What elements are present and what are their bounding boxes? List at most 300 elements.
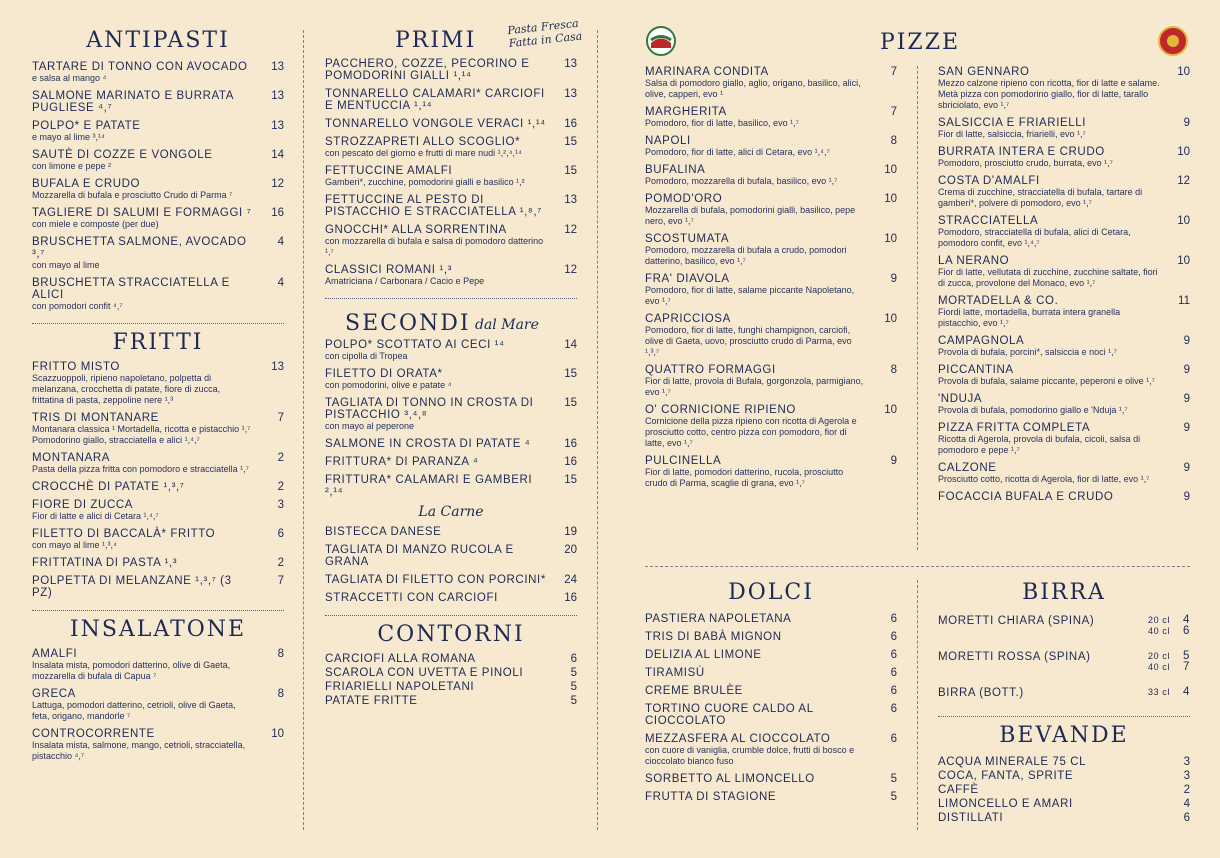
menu-item bbox=[32, 452, 284, 475]
menu-item bbox=[938, 255, 1190, 289]
menu-item bbox=[938, 175, 1190, 209]
menu-item bbox=[32, 557, 284, 569]
menu-item-name: TONNARELLO CALAMARI* CARCIOFI E MENTUCCIA ¹,¹⁴ bbox=[325, 88, 545, 112]
menu-item-price: 9 bbox=[890, 273, 897, 285]
menu-item-price: 5 bbox=[890, 773, 897, 785]
menu-item-description: Salsa di pomodoro giallo, aglio, origano, basilico, alici, olive, capperi, evo ¹ bbox=[645, 78, 861, 99]
menu-item-name: FILETTO DI ORATA* bbox=[325, 368, 443, 380]
menu-item-price: 9 bbox=[1183, 364, 1190, 376]
beer-prices: 5 7 bbox=[1183, 650, 1190, 673]
menu-item bbox=[325, 224, 577, 258]
carne-list bbox=[325, 526, 577, 604]
menu-item-price: 8 bbox=[890, 364, 897, 376]
column-divider bbox=[597, 30, 598, 830]
menu-item-price: 16 bbox=[564, 438, 577, 450]
menu-item bbox=[32, 575, 284, 599]
menu-item-price: 10 bbox=[271, 728, 284, 740]
menu-item bbox=[645, 685, 897, 697]
menu-item-name: SALMONE MARINATO E BURRATA PUGLIESE ⁴,⁷ bbox=[32, 90, 234, 114]
menu-item bbox=[938, 812, 1190, 824]
beer-item bbox=[938, 687, 1190, 701]
menu-item-name: CAPRICCIOSA bbox=[645, 313, 731, 325]
menu-item-name: O' CORNICIONE RIPIENO bbox=[645, 404, 796, 416]
menu-item bbox=[325, 339, 577, 362]
menu-item-price: 7 bbox=[890, 66, 897, 78]
column-primi-secondi bbox=[325, 16, 583, 709]
menu-item-name: TRIS DI MONTANARE bbox=[32, 412, 159, 424]
menu-item-description: Ricotta di Agerola, provola di bufala, cicoli, salsa di pomodoro e pepe ¹,⁷ bbox=[938, 434, 1141, 455]
menu-item-description: Crema di zucchine, stracciatella di bufala, tartare di gamberi*, polvere di pomodoro, evo ¹,⁷ bbox=[938, 187, 1143, 208]
menu-item-name: POLPO* E PATATE bbox=[32, 120, 141, 132]
menu-item bbox=[325, 526, 577, 538]
menu-item-description: Pomodoro, stracciatella di bufala, alici di Cetara, pomodoro confit, evo ¹,⁴,⁷ bbox=[938, 227, 1131, 248]
menu-item-name: FRITTURA* CALAMARI E GAMBERI ²,¹⁴ bbox=[325, 474, 533, 498]
menu-item bbox=[325, 653, 577, 665]
menu-item-name: TRIS DI BABÀ MIGNON bbox=[645, 631, 782, 643]
menu-item-price: 2 bbox=[277, 557, 284, 569]
menu-item bbox=[645, 791, 897, 803]
beer-name: MORETTI ROSSA (SPINA) bbox=[938, 651, 1091, 663]
primi-list bbox=[325, 58, 577, 287]
menu-item bbox=[938, 784, 1190, 796]
secondi-list bbox=[325, 339, 577, 498]
menu-item-description: Provola di bufala, porcini*, salsiccia e noci ¹,⁷ bbox=[938, 347, 1117, 357]
menu-item-name: COSTA D'AMALFI bbox=[938, 175, 1040, 187]
menu-item bbox=[645, 233, 897, 267]
menu-item-price: 16 bbox=[564, 118, 577, 130]
dolci-list bbox=[645, 613, 897, 803]
menu-item-name: CROCCHÈ DI PATATE ¹,³,⁷ bbox=[32, 481, 185, 493]
primi-header bbox=[325, 16, 583, 58]
menu-item bbox=[32, 688, 284, 722]
menu-item-price: 3 bbox=[277, 499, 284, 511]
menu-item-name: FETTUCCINE AMALFI bbox=[325, 165, 453, 177]
menu-item-price: 6 bbox=[890, 703, 897, 715]
menu-item bbox=[938, 491, 1190, 503]
beer-sizes: 33 cl bbox=[1147, 687, 1170, 697]
menu-item-price: 5 bbox=[570, 681, 577, 693]
menu-item-name: GNOCCHI* ALLA SORRENTINA bbox=[325, 224, 507, 236]
column-antipasti-fritti bbox=[32, 28, 284, 768]
menu-item-description: Gamberi*, zucchine, pomodorini gialli e basilico ¹,² bbox=[325, 177, 525, 187]
menu-item bbox=[325, 368, 577, 391]
menu-item-description: Mozzarella di bufala e prosciutto Crudo di Parma ⁷ bbox=[32, 190, 233, 200]
menu-item-description: Provola di bufala, salame piccante, peperoni e olive ¹,⁷ bbox=[938, 376, 1155, 386]
menu-item-price: 5 bbox=[890, 791, 897, 803]
menu-item-price: 14 bbox=[564, 339, 577, 351]
menu-item-description: Mozzarella di bufala, pomodorini gialli, basilico, pepe nero, evo ¹,⁷ bbox=[645, 205, 856, 226]
menu-item-name: TORTINO CUORE CALDO AL CIOCCOLATO bbox=[645, 703, 814, 727]
menu-item-price: 15 bbox=[564, 474, 577, 486]
menu-item bbox=[645, 649, 897, 661]
menu-item bbox=[32, 61, 284, 84]
menu-item-price: 20 bbox=[564, 544, 577, 556]
menu-item-price: 6 bbox=[1183, 812, 1190, 824]
menu-item bbox=[325, 667, 577, 679]
menu-item bbox=[325, 474, 577, 498]
menu-item-name: CARCIOFI ALLA ROMANA bbox=[325, 653, 476, 665]
menu-item bbox=[325, 88, 577, 112]
menu-item-name: MEZZASFERA AL CIOCCOLATO bbox=[645, 733, 831, 745]
menu-item-description: con pomodorini, olive e patate ⁴ bbox=[325, 380, 452, 390]
menu-item-price: 16 bbox=[564, 592, 577, 604]
menu-item-price: 14 bbox=[271, 149, 284, 161]
menu-item-price: 12 bbox=[1177, 175, 1190, 187]
beer-sizes: 20 cl 40 cl bbox=[1147, 615, 1170, 636]
section-title-insalatone: INSALATONE bbox=[69, 617, 247, 642]
menu-item-description: con cuore di vaniglia, crumble dolce, frutti di bosco e cioccolato bianco fuso bbox=[645, 745, 855, 766]
menu-item-name: MORTADELLA & CO. bbox=[938, 295, 1059, 307]
menu-item-name: COCA, FANTA, SPRITE bbox=[938, 770, 1074, 782]
column-birra-bevande bbox=[938, 580, 1190, 826]
section-title-fritti: FRITTI bbox=[112, 330, 204, 355]
primi-subtitle: Pasta Fresca Fatta in Casa bbox=[506, 16, 583, 51]
menu-item-description: Scazzuoppoli, ripieno napoletano, polpetta di melanzana, crocchetta di patate, fiore di zucca, frittatina di pasta, zeppoline nere ¹,³ bbox=[32, 373, 221, 405]
menu-item-name: PASTIERA NAPOLETANA bbox=[645, 613, 792, 625]
menu-item bbox=[645, 364, 897, 398]
pizze-right-list bbox=[938, 66, 1190, 503]
pizze-bottom-divider bbox=[645, 566, 1190, 567]
menu-item-price: 10 bbox=[1177, 66, 1190, 78]
menu-item-name: BRUSCHETTA SALMONE, AVOCADO ³,⁷ bbox=[32, 236, 247, 260]
menu-item bbox=[325, 456, 577, 468]
menu-item-description: Lattuga, pomodori datterino, cetrioli, olive di Gaeta, feta, origano, mandorle ⁷ bbox=[32, 700, 236, 721]
menu-item bbox=[325, 438, 577, 450]
menu-item-name: SCOSTUMATA bbox=[645, 233, 730, 245]
menu-item-price: 10 bbox=[884, 313, 897, 325]
menu-item-price: 10 bbox=[1177, 215, 1190, 227]
menu-item-name: SALMONE IN CROSTA DI PATATE ⁴ bbox=[325, 438, 531, 450]
column-divider bbox=[917, 580, 918, 830]
beer-name: BIRRA (BOTT.) bbox=[938, 687, 1024, 699]
menu-item-name: POLPETTA DI MELANZANE ¹,³,⁷ (3 PZ) bbox=[32, 575, 232, 599]
menu-item bbox=[325, 194, 577, 218]
menu-item-name: FRUTTA DI STAGIONE bbox=[645, 791, 777, 803]
menu-item-name: TONNARELLO VONGOLE VERACI ¹,¹⁴ bbox=[325, 118, 546, 130]
menu-item-description: e salsa al mango ⁴ bbox=[32, 73, 107, 83]
beer-item bbox=[938, 615, 1190, 641]
menu-item-description: Pomodoro, fior di latte, salame piccante Napoletano, evo ¹,⁷ bbox=[645, 285, 855, 306]
menu-item-description: con pomodori confit ⁴,⁷ bbox=[32, 301, 123, 311]
menu-item-description: Insalata mista, salmone, mango, cetrioli, stracciatella, pistacchio ⁴,⁷ bbox=[32, 740, 246, 761]
menu-item bbox=[645, 773, 897, 785]
menu-item-price: 9 bbox=[1183, 462, 1190, 474]
menu-item bbox=[938, 215, 1190, 249]
menu-item-price: 5 bbox=[570, 695, 577, 707]
beer-prices: 4 6 bbox=[1183, 614, 1190, 637]
menu-item-name: CLASSICI ROMANI ¹,³ bbox=[325, 264, 453, 276]
menu-item bbox=[645, 404, 897, 449]
menu-item-description: con miele e composte (per due) bbox=[32, 219, 159, 229]
menu-item bbox=[938, 146, 1190, 169]
menu-item-name: PACCHERO, COZZE, PECORINO E POMODORINI GIALLI ¹,¹⁴ bbox=[325, 58, 530, 82]
menu-item-description: con mayo al lime ¹,³,⁴ bbox=[32, 540, 117, 550]
menu-item bbox=[645, 164, 897, 187]
fritti-list bbox=[32, 361, 284, 599]
menu-item-price: 7 bbox=[890, 106, 897, 118]
section-title-contorni: CONTORNI bbox=[377, 622, 525, 647]
menu-item-name: CAFFÈ bbox=[938, 784, 979, 796]
menu-item-price: 13 bbox=[564, 58, 577, 70]
menu-item-name: PIZZA FRITTA COMPLETA bbox=[938, 422, 1091, 434]
menu-item-name: DELIZIA AL LIMONE bbox=[645, 649, 762, 661]
menu-item-price: 13 bbox=[564, 88, 577, 100]
menu-item bbox=[325, 544, 577, 568]
menu-item bbox=[938, 798, 1190, 810]
menu-item-name: SAN GENNARO bbox=[938, 66, 1030, 78]
menu-item bbox=[938, 393, 1190, 416]
menu-item bbox=[325, 574, 577, 586]
menu-item bbox=[32, 120, 284, 143]
menu-item-price: 9 bbox=[1183, 422, 1190, 434]
menu-item-name: STRACCIATELLA bbox=[938, 215, 1039, 227]
menu-item bbox=[325, 592, 577, 604]
menu-item-description: Pomodoro, prosciutto crudo, burrata, evo ¹,⁷ bbox=[938, 158, 1113, 168]
menu-item-description: Fiordi latte, mortadella, burrata intera granella pistacchio, evo ¹,⁷ bbox=[938, 307, 1121, 328]
menu-item-name: PICCANTINA bbox=[938, 364, 1014, 376]
menu-item-price: 11 bbox=[1178, 295, 1190, 307]
stg-certification-badge-icon bbox=[646, 26, 676, 56]
menu-item bbox=[32, 648, 284, 682]
menu-item bbox=[938, 770, 1190, 782]
menu-item bbox=[325, 397, 577, 432]
beer-prices: 4 bbox=[1183, 686, 1190, 698]
menu-item bbox=[645, 313, 897, 358]
menu-item-price: 3 bbox=[1183, 756, 1190, 768]
menu-item-name: FOCACCIA BUFALA E CRUDO bbox=[938, 491, 1114, 503]
menu-item-description: Insalata mista, pomodori datterino, olive di Gaeta, mozzarella di bufala di Capua ⁷ bbox=[32, 660, 231, 681]
menu-item-name: 'NDUJA bbox=[938, 393, 983, 405]
menu-item-name: FETTUCCINE AL PESTO DI PISTACCHIO E STRACCIATELLA ¹,⁸,⁷ bbox=[325, 194, 542, 218]
menu-item-price: 13 bbox=[271, 61, 284, 73]
menu-item-description: Fior di latte, pomodori datterino, rucola, prosciutto crudo di Parma, scaglie di grana, evo ¹,⁷ bbox=[645, 467, 844, 488]
menu-item-price: 3 bbox=[1183, 770, 1190, 782]
menu-item-name: AMALFI bbox=[32, 648, 78, 660]
menu-item-price: 2 bbox=[277, 481, 284, 493]
menu-item-name: FILETTO DI BACCALÀ* FRITTO bbox=[32, 528, 216, 540]
menu-item bbox=[32, 277, 284, 312]
menu-item-price: 15 bbox=[564, 136, 577, 148]
section-title-secondi: SECONDI bbox=[345, 311, 471, 336]
menu-item-price: 13 bbox=[271, 90, 284, 102]
menu-item-name: SORBETTO AL LIMONCELLO bbox=[645, 773, 815, 785]
menu-item-description: Montanara classica ¹ Mortadella, ricotta e pistacchio ¹,⁷ Pomodorino giallo, stracciatella e alici ¹,⁴,⁷ bbox=[32, 424, 251, 445]
menu-item-name: TAGLIATA DI MANZO RUCOLA E GRANA bbox=[325, 544, 514, 568]
beer-name: MORETTI CHIARA (SPINA) bbox=[938, 615, 1095, 627]
menu-item-name: CREME BRULÈE bbox=[645, 685, 743, 697]
menu-item-price: 10 bbox=[1177, 146, 1190, 158]
menu-item-description: Provola di bufala, pomodorino giallo e 'Nduja ¹,⁷ bbox=[938, 405, 1128, 415]
column-pizze-right bbox=[938, 66, 1190, 509]
column-dolci bbox=[645, 580, 897, 809]
menu-item-price: 8 bbox=[277, 648, 284, 660]
menu-item-description: Amatriciana / Carbonara / Cacio e Pepe bbox=[325, 276, 485, 286]
menu-item-price: 16 bbox=[564, 456, 577, 468]
menu-item-price: 9 bbox=[1183, 393, 1190, 405]
menu-item bbox=[645, 733, 897, 767]
menu-item-name: QUATTRO FORMAGGI bbox=[645, 364, 776, 376]
menu-item-price: 15 bbox=[564, 368, 577, 380]
menu-item-price: 13 bbox=[271, 361, 284, 373]
menu-item-description: Pomodoro, fior di latte, funghi champignon, carciofi, olive di Gaeta, uovo, prosciutto crudo di Parma, evo ¹,³,⁷ bbox=[645, 325, 852, 357]
section-title-antipasti: ANTIPASTI bbox=[86, 28, 230, 53]
divider bbox=[32, 605, 284, 611]
menu-item-price: 9 bbox=[1183, 117, 1190, 129]
menu-item-name: GRECA bbox=[32, 688, 76, 700]
menu-item bbox=[645, 613, 897, 625]
menu-item-price: 13 bbox=[564, 194, 577, 206]
menu-item-description: Fior di latte e alici di Cetara ¹,⁴,⁷ bbox=[32, 511, 159, 521]
menu-item-price: 4 bbox=[277, 277, 284, 289]
menu-item bbox=[32, 481, 284, 493]
menu-item-name: LA NERANO bbox=[938, 255, 1010, 267]
divider bbox=[32, 318, 284, 324]
menu-item bbox=[938, 295, 1190, 329]
menu-item-name: TIRAMISÙ bbox=[645, 667, 705, 679]
menu-item-name: FRIARIELLI NAPOLETANI bbox=[325, 681, 475, 693]
beer-sizes: 20 cl 40 cl bbox=[1147, 651, 1170, 672]
menu-item-description: Fior di latte, provola di Bufala, gorgonzola, parmigiano, evo ¹,⁷ bbox=[645, 376, 864, 397]
menu-item-name: NAPOLI bbox=[645, 135, 691, 147]
menu-item-name: BUFALA E CRUDO bbox=[32, 178, 141, 190]
menu-item-price: 4 bbox=[1183, 798, 1190, 810]
divider bbox=[325, 610, 577, 616]
section-title-pizze: PIZZE bbox=[879, 30, 961, 55]
menu-item-name: FRITTATINA DI PASTA ¹,³ bbox=[32, 557, 178, 569]
menu-item bbox=[32, 361, 284, 406]
carne-subtitle: La Carne bbox=[418, 504, 484, 520]
menu-item-description: Pomodoro, fior di latte, alici di Cetara, evo ¹,⁴,⁷ bbox=[645, 147, 830, 157]
menu-item bbox=[938, 462, 1190, 485]
menu-item bbox=[645, 273, 897, 307]
menu-item-price: 6 bbox=[890, 733, 897, 745]
menu-item bbox=[645, 631, 897, 643]
menu-item-price: 10 bbox=[884, 233, 897, 245]
menu-item bbox=[645, 667, 897, 679]
section-title-dolci: DOLCI bbox=[728, 580, 814, 605]
menu-item-name: SAUTÈ DI COZZE E VONGOLE bbox=[32, 149, 213, 161]
menu-item-price: 13 bbox=[271, 120, 284, 132]
menu-item-price: 16 bbox=[271, 207, 284, 219]
menu-item-name: CONTROCORRENTE bbox=[32, 728, 155, 740]
dop-certification-badge-icon bbox=[1158, 26, 1188, 56]
menu-item bbox=[325, 681, 577, 693]
menu-item-price: 8 bbox=[890, 135, 897, 147]
menu-item-description: Prosciutto cotto, ricotta di Agerola, fior di latte, evo ¹,⁷ bbox=[938, 474, 1150, 484]
insalatone-list bbox=[32, 648, 284, 762]
menu-item bbox=[325, 58, 577, 82]
beer-item bbox=[938, 651, 1190, 677]
menu-item bbox=[938, 117, 1190, 140]
menu-item bbox=[325, 264, 577, 287]
menu-item bbox=[325, 165, 577, 188]
contorni-list bbox=[325, 653, 577, 707]
column-pizze-left bbox=[645, 66, 897, 495]
menu-item bbox=[325, 118, 577, 130]
menu-item-name: STROZZAPRETI ALLO SCOGLIO* bbox=[325, 136, 521, 148]
menu-item-name: TAGLIATA DI FILETTO CON PORCINI* bbox=[325, 574, 546, 586]
menu-item-description: con limone e pepe ² bbox=[32, 161, 112, 171]
section-title-primi: PRIMI bbox=[395, 28, 477, 53]
menu-item-description: Pomodoro, fior di latte, basilico, evo ¹,⁷ bbox=[645, 118, 799, 128]
menu-item bbox=[325, 695, 577, 707]
menu-item-name: BISTECCA DANESE bbox=[325, 526, 442, 538]
menu-item-name: POLPO* SCOTTATO AI CECI ¹⁴ bbox=[325, 339, 505, 351]
menu-item-price: 6 bbox=[890, 649, 897, 661]
menu-item-price: 6 bbox=[277, 528, 284, 540]
menu-item-price: 10 bbox=[884, 404, 897, 416]
menu-item-name: TAGLIERE DI SALUMI E FORMAGGI ⁷ bbox=[32, 207, 252, 219]
menu-item bbox=[938, 422, 1190, 456]
menu-item-name: TARTARE DI TONNO CON AVOCADO bbox=[32, 61, 248, 73]
menu-item bbox=[645, 455, 897, 489]
pizze-left-list bbox=[645, 66, 897, 489]
menu-item-description: Pomodoro, mozzarella di bufala, basilico, evo ¹,⁷ bbox=[645, 176, 838, 186]
menu-item bbox=[32, 90, 284, 114]
menu-item-name: FRA' DIAVOLA bbox=[645, 273, 730, 285]
menu-item bbox=[938, 756, 1190, 768]
menu-item-description: con pescato del giorno e frutti di mare nudi ¹,²,⁴,¹⁴ bbox=[325, 148, 522, 158]
menu-item-description: Fior di latte, vellutata di zucchine, zucchine saltate, fiori di zucca, provolone del Monaco, evo ¹,⁷ bbox=[938, 267, 1158, 288]
menu-item bbox=[32, 528, 284, 551]
menu-item-name: STRACCETTI CON CARCIOFI bbox=[325, 592, 498, 604]
menu-item bbox=[938, 66, 1190, 111]
menu-item-description: Pasta della pizza fritta con pomodoro e stracciatella ¹,⁷ bbox=[32, 464, 249, 474]
section-title-bevande: BEVANDE bbox=[999, 723, 1129, 748]
menu-item bbox=[645, 703, 897, 727]
menu-item-name: DISTILLATI bbox=[938, 812, 1004, 824]
menu-item-name: MARINARA CONDITA bbox=[645, 66, 769, 78]
menu-item bbox=[645, 66, 897, 100]
menu-item-name: CAMPAGNOLA bbox=[938, 335, 1025, 347]
menu-item-name: SCAROLA CON UVETTA E PINOLI bbox=[325, 667, 524, 679]
secondi-header bbox=[325, 305, 577, 339]
divider bbox=[938, 711, 1190, 717]
menu-item-description: e mayo al lime ³,¹⁴ bbox=[32, 132, 105, 142]
menu-item-price: 5 bbox=[570, 667, 577, 679]
menu-item-price: 6 bbox=[890, 685, 897, 697]
menu-item-name: MARGHERITA bbox=[645, 106, 727, 118]
menu-item-name: BRUSCHETTA STRACCIATELLA E ALICI bbox=[32, 277, 230, 301]
menu-item-description: Cornicione della pizza ripieno con ricotta di Agerola e prosciutto cotto, centro pizza con pomodoro, fior di latte, evo ¹,⁷ bbox=[645, 416, 857, 448]
menu-item-description: Pomodoro, mozzarella di bufala a crudo, pomodori datterino, basilico, evo ¹,⁷ bbox=[645, 245, 847, 266]
menu-item-price: 6 bbox=[890, 667, 897, 679]
menu-item bbox=[645, 193, 897, 227]
menu-item-name: CALZONE bbox=[938, 462, 997, 474]
menu-item-name: BUFALINA bbox=[645, 164, 706, 176]
menu-item-price: 7 bbox=[277, 575, 284, 587]
menu-item-price: 2 bbox=[277, 452, 284, 464]
menu-item-price: 9 bbox=[890, 455, 897, 467]
menu-item-name: MONTANARA bbox=[32, 452, 111, 464]
menu-item-price: 19 bbox=[564, 526, 577, 538]
menu-item-price: 10 bbox=[884, 164, 897, 176]
section-title-birra: BIRRA bbox=[1022, 580, 1106, 605]
menu-item-price: 15 bbox=[564, 165, 577, 177]
menu-item-description: Mezzo calzone ripieno con ricotta, fior di latte e salame. Metà pizza con pomodorino giallo, fior di latte, tarallo sbriciolato, evo ¹,⁷ bbox=[938, 78, 1160, 110]
menu-item bbox=[32, 178, 284, 201]
menu-item bbox=[645, 135, 897, 158]
menu-item-name: BURRATA INTERA E CRUDO bbox=[938, 146, 1105, 158]
menu-item-name: LIMONCELLO E AMARI bbox=[938, 798, 1073, 810]
menu-item-name: PATATE FRITTE bbox=[325, 695, 418, 707]
menu-item-name: SALSICCIA E FRIARIELLI bbox=[938, 117, 1087, 129]
menu-item-price: 9 bbox=[1183, 491, 1190, 503]
menu-item-price: 4 bbox=[277, 236, 284, 248]
menu-item-name: ACQUA MINERALE 75 CL bbox=[938, 756, 1087, 768]
menu-item-price: 2 bbox=[1183, 784, 1190, 796]
menu-item-price: 12 bbox=[271, 178, 284, 190]
